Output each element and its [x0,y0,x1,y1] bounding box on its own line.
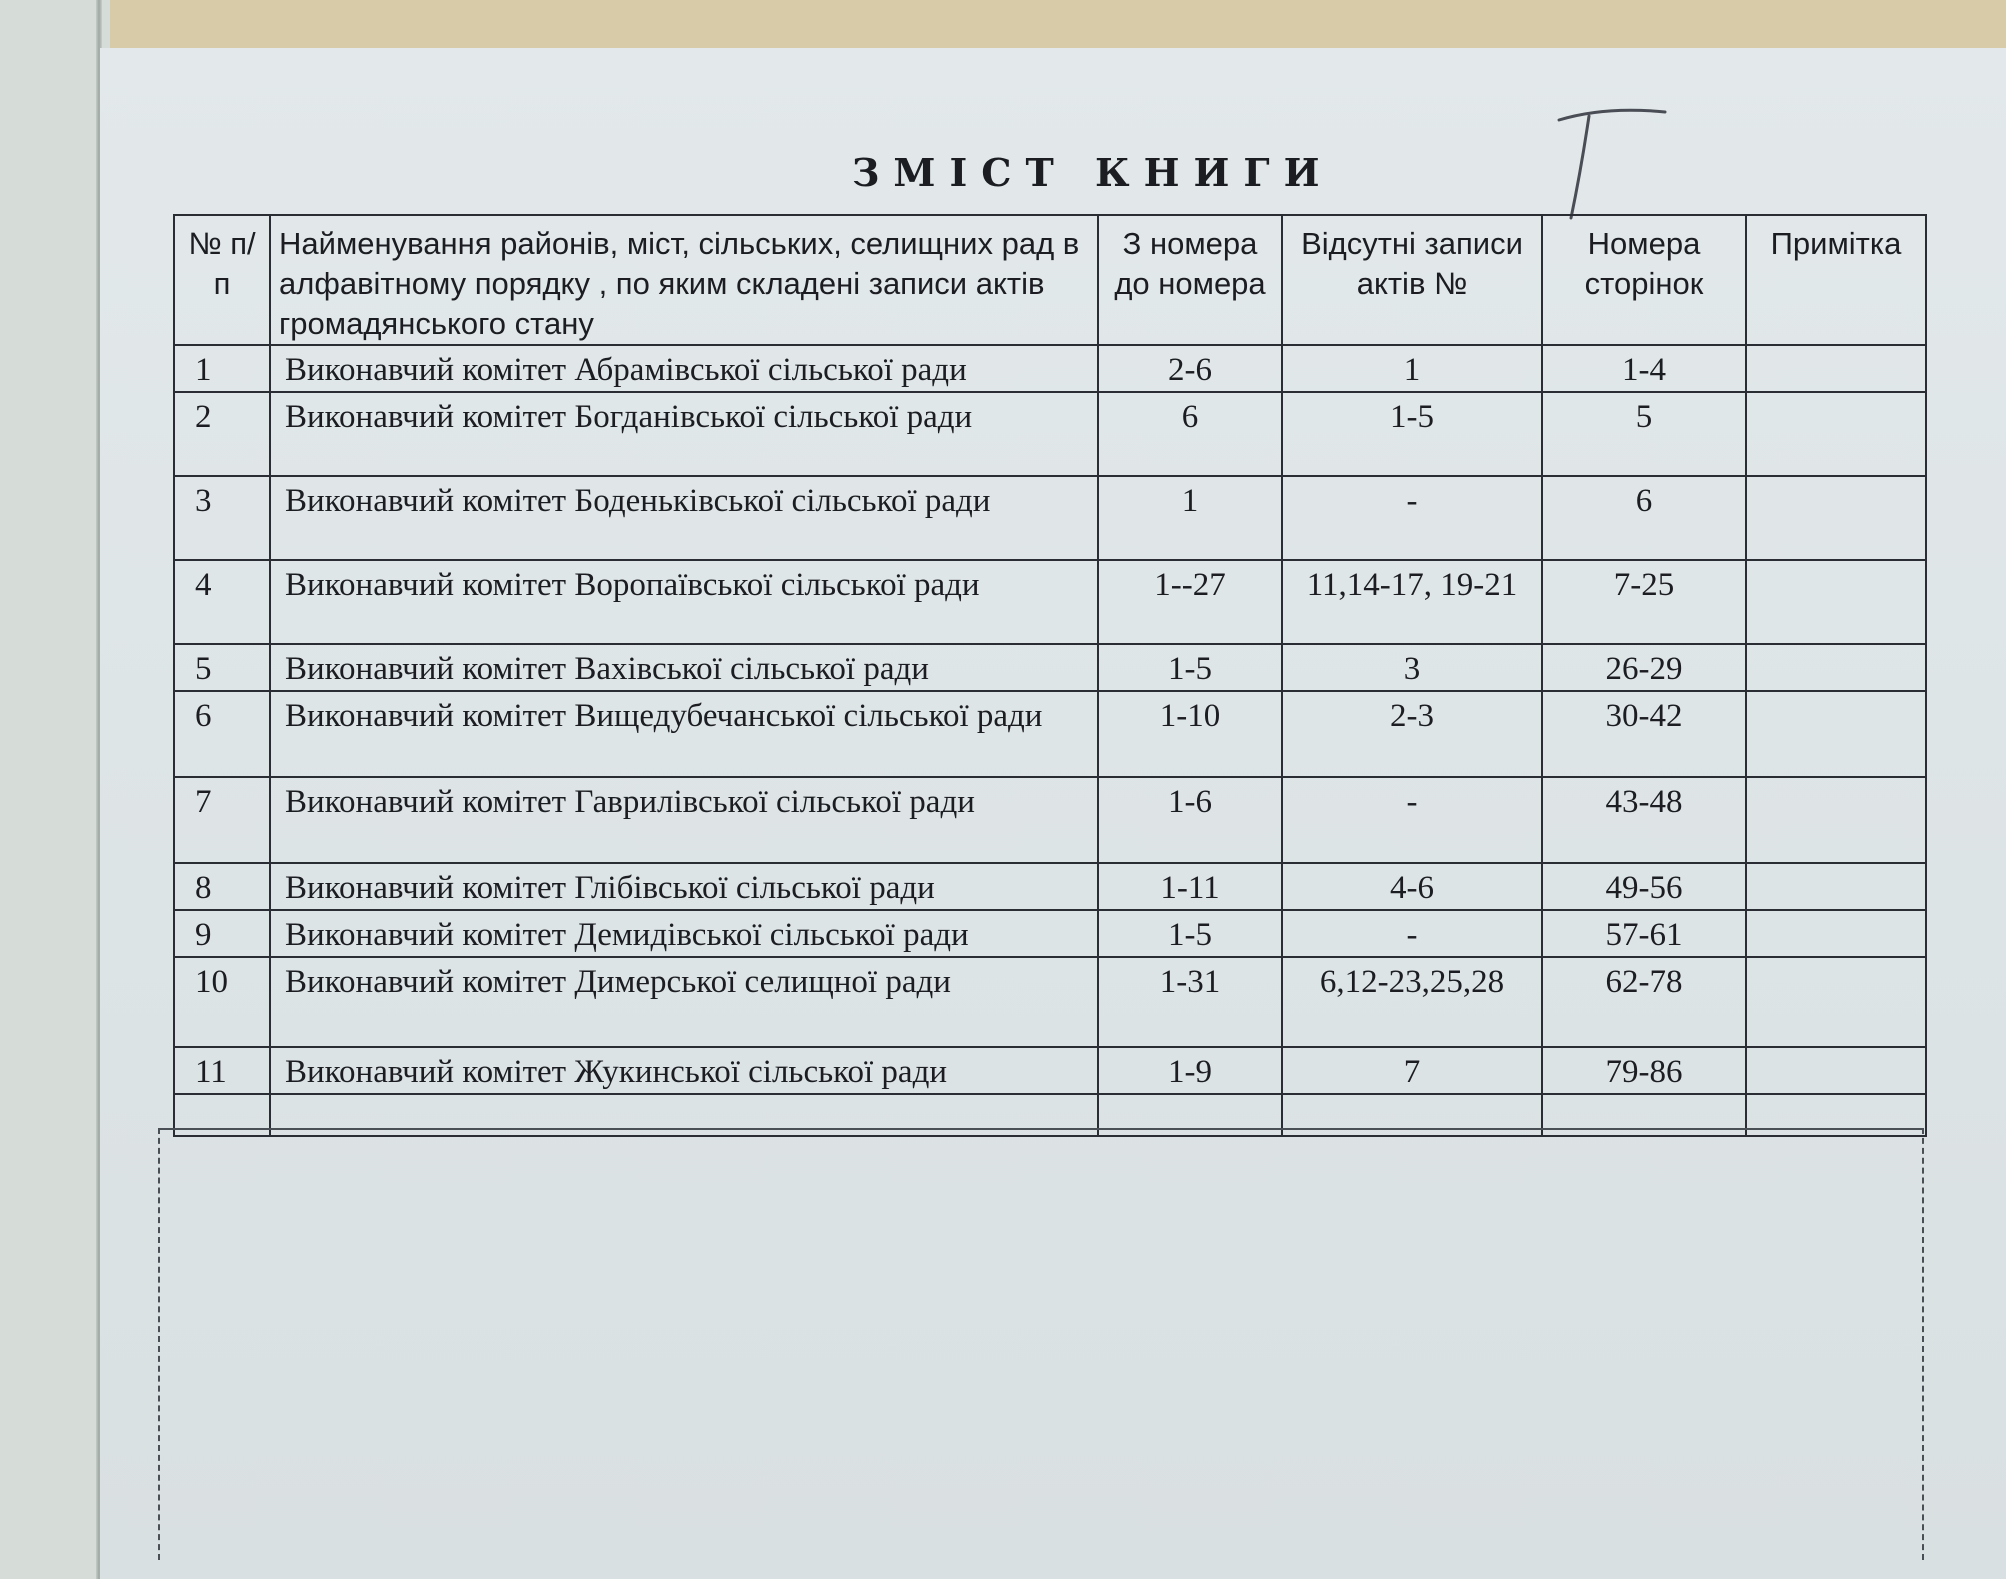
row-number: 3 [174,476,270,560]
table-row [174,957,1926,1047]
page-title: ЗМІСТ КНИГИ [852,150,1334,195]
row-pages: 30-42 [1542,691,1746,777]
row-range: 1-6 [1098,777,1282,863]
row-note [1746,691,1926,777]
row-number: 5 [174,644,270,691]
row-name: Виконавчий комітет Богданівської сільської ради [270,392,1098,476]
row-pages: 1-4 [1542,345,1746,392]
row-note [1746,777,1926,863]
table-row [174,560,1926,644]
row-missing: 4-6 [1282,863,1542,910]
row-note [1746,476,1926,560]
row-missing: 3 [1282,644,1542,691]
row-number: 4 [174,560,270,644]
table-row [174,863,1926,910]
row-pages: 57-61 [1542,910,1746,957]
row-pages: 5 [1542,392,1746,476]
table-row [174,345,1926,392]
row-number: 10 [174,957,270,1047]
row-pages: 7-25 [1542,560,1746,644]
row-range: 6 [1098,392,1282,476]
row-name: Виконавчий комітет Демидівської сільської ради [270,910,1098,957]
row-pages: 6 [1542,476,1746,560]
table-row [174,777,1926,863]
row-note [1746,957,1926,1047]
table-header-row [174,215,1926,345]
row-missing: 1 [1282,345,1542,392]
row-missing: - [1282,476,1542,560]
row-missing: 7 [1282,1047,1542,1094]
row-missing: - [1282,777,1542,863]
row-note [1746,863,1926,910]
table-row [174,691,1926,777]
row-missing: 1-5 [1282,392,1542,476]
row-missing: 2-3 [1282,691,1542,777]
blank-lower-area [158,1128,1924,1560]
row-name: Виконавчий комітет Абрамівської сільської ради [270,345,1098,392]
row-number: 6 [174,691,270,777]
table-row [174,644,1926,691]
row-note [1746,644,1926,691]
table-row [174,1047,1926,1094]
table-row [174,910,1926,957]
row-name: Виконавчий комітет Вищедубечанської сільської ради [270,691,1098,777]
row-name: Виконавчий комітет Гаврилівської сільської ради [270,777,1098,863]
row-range: 1-5 [1098,910,1282,957]
header-range: З номера до номера [1098,215,1282,345]
row-pages: 62-78 [1542,957,1746,1047]
row-note [1746,345,1926,392]
handwritten-mark [1545,100,1685,230]
row-range: 1-5 [1098,644,1282,691]
row-range: 1-10 [1098,691,1282,777]
row-missing: 6,12-23,25,28 [1282,957,1542,1047]
row-number: 1 [174,345,270,392]
row-pages: 49-56 [1542,863,1746,910]
header-missing: Відсутні записи актів № [1282,215,1542,345]
header-note: Примітка [1746,215,1926,345]
row-pages: 26-29 [1542,644,1746,691]
row-pages: 43-48 [1542,777,1746,863]
row-number: 2 [174,392,270,476]
header-name: Найменування районів, міст, сільських, селищних рад в алфавітному порядку , по яким складені записи актів громадянського стану [270,215,1098,345]
header-number: № п/п [174,215,270,345]
row-range: 1-31 [1098,957,1282,1047]
header-pages: Номера сторінок [1542,215,1746,345]
row-name: Виконавчий комітет Димерської селищної ради [270,957,1098,1047]
row-note [1746,1047,1926,1094]
row-missing: 11,14-17, 19-21 [1282,560,1542,644]
row-range: 1--27 [1098,560,1282,644]
row-name: Виконавчий комітет Воропаївської сільської ради [270,560,1098,644]
row-name: Виконавчий комітет Вахівської сільської ради [270,644,1098,691]
table-row [174,392,1926,476]
row-number: 9 [174,910,270,957]
row-range: 1-11 [1098,863,1282,910]
contents-table [173,214,1927,1137]
row-number: 7 [174,777,270,863]
row-note [1746,392,1926,476]
row-name: Виконавчий комітет Жукинської сільської ради [270,1047,1098,1094]
row-pages: 79-86 [1542,1047,1746,1094]
row-name: Виконавчий комітет Глібівської сільської ради [270,863,1098,910]
row-note [1746,560,1926,644]
row-missing: - [1282,910,1542,957]
row-note [1746,910,1926,957]
row-number: 11 [174,1047,270,1094]
table-row [174,476,1926,560]
row-range: 2-6 [1098,345,1282,392]
row-name: Виконавчий комітет Боденьківської сільської ради [270,476,1098,560]
row-number: 8 [174,863,270,910]
row-range: 1-9 [1098,1047,1282,1094]
left-page-edge [0,0,110,1579]
row-range: 1 [1098,476,1282,560]
